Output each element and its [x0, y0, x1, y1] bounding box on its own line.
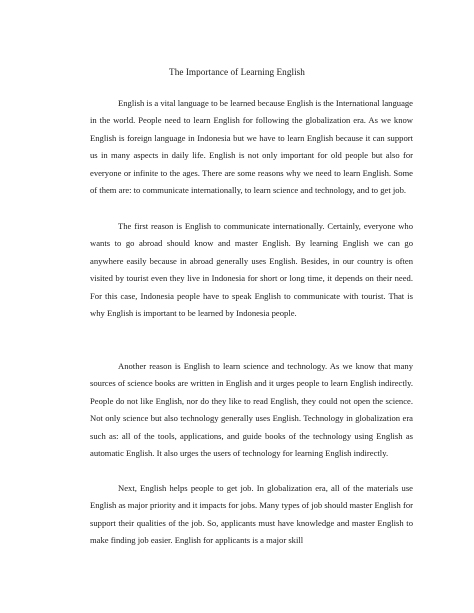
paragraph-another-reason: Another reason is English to learn science and technology. As we know that many sources of science books are written in English and it urges people to learn English indirectly. People do not like English, nor do they like to read English, they could not open the science. Not only science but also technology generally uses English. Technology in globalization era such as: all of the tools, applications, and guide books of the technology using English as automatic English. It also urges the users of technology for learning English indirectly.	[90, 361, 413, 459]
document-title: The Importance of Learning English	[169, 67, 305, 77]
paragraph-introduction: English is a vital language to be learned because English is the International language in the world. People need to learn English for following the globalization era. As we know English is foreign language in Indonesia but we have to learn English because it can support us in many aspects in daily life. English is not only important for old people but also for everyone or infinite to the ages. There are some reasons why we need to learn English. Some of them are: to communicate internationally, to learn science and technology, and to get job.	[90, 98, 413, 196]
paragraph-first-reason: The first reason is English to communicate internationally. Certainly, everyone who wants to go abroad should know and master English. By learning English we can go anywhere easily because in abroad generally uses English. Besides, in our country is often visited by tourist even they live in Indonesia for short or long time, it depends on their need. For this case, Indonesia people have to speak English to communicate with tourist. That is why English is important to be learned by Indonesia people.	[90, 221, 413, 319]
paragraph-next-reason: Next, English helps people to get job. In globalization era, all of the materials use English as major priority and it impacts for jobs. Many types of job should master English for support their qualities of the job. So, applicants must have knowledge and master English to make finding job easier. English for applicants is a major skill	[90, 483, 413, 546]
